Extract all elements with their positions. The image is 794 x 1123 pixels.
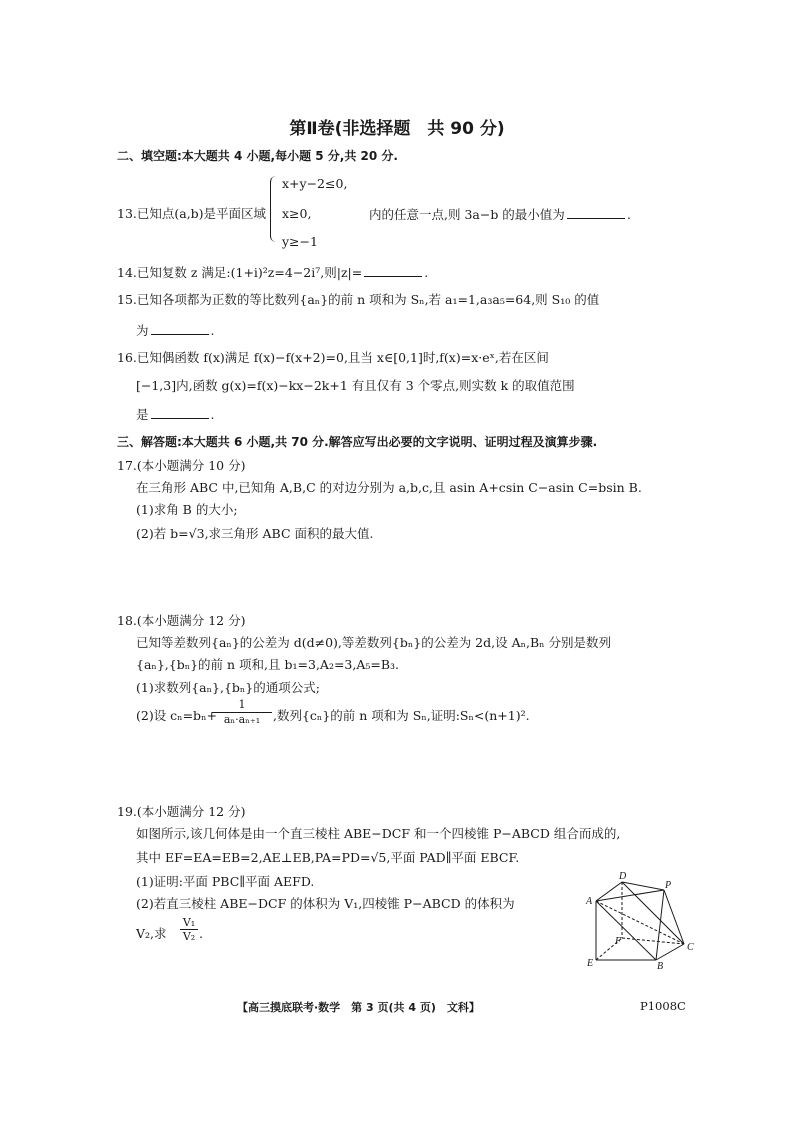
q15-line2-text: 为 bbox=[136, 323, 149, 338]
q16-line2: [−1,3]内,函数 g(x)=f(x)−kx−2k+1 有且仅有 3 个零点,则实数 k 的取值范围 bbox=[136, 378, 575, 393]
q16-answer-blank[interactable] bbox=[151, 406, 209, 419]
q13-prefix: 13.已知点(a,b)是平面区域 bbox=[117, 206, 267, 221]
q13-condition-1: x+y−2≤0, bbox=[282, 176, 348, 191]
q13-end: . bbox=[626, 207, 631, 222]
q15-line2 bbox=[136, 322, 215, 339]
q13-condition-3: y≥−1 bbox=[282, 234, 318, 249]
q13-suffix: 内的任意一点,则 3a−b 的最小值为 bbox=[369, 207, 565, 222]
q19-part1: (1)证明:平面 PBC∥平面 AEFD. bbox=[136, 874, 315, 889]
q18-fraction bbox=[212, 698, 272, 727]
q16-line3 bbox=[136, 406, 215, 423]
q19-line1: 如图所示,该几何体是由一个直三棱柱 ABE−DCF 和一个四棱锥 P−ABCD 组合而成的, bbox=[136, 826, 621, 841]
q14-text: 14.已知复数 z 满足:(1+i)²z=4−2i⁷,则|z|= bbox=[117, 265, 363, 280]
q19-head: 19.(本小题满分 12 分) bbox=[117, 804, 246, 819]
q16-line1: 16.已知偶函数 f(x)满足 f(x)−f(x+2)=0,且当 x∈[0,1]时,f(x)=x·eˣ,若在区间 bbox=[117, 350, 549, 365]
q18-line2: {aₙ},{bₙ}的前 n 项和,且 b₁=3,A₂=3,A₅=B₃. bbox=[136, 657, 400, 672]
q13-answer-blank[interactable] bbox=[567, 206, 625, 219]
q19-fraction-denominator: V₂ bbox=[182, 930, 196, 943]
q18-part2-a: (2)设 cₙ=bₙ+ bbox=[136, 708, 217, 723]
q15-end: . bbox=[210, 323, 215, 338]
figure-label-d: D bbox=[619, 871, 627, 882]
q13-brace bbox=[270, 176, 279, 242]
section-fill-in-header: 二、填空题:本大题共 4 小题,每小题 5 分,共 20 分. bbox=[117, 149, 398, 163]
q19-fraction bbox=[180, 916, 198, 943]
figure-label-p: P bbox=[665, 880, 672, 891]
figure-label-b: B bbox=[657, 961, 664, 972]
q17-line1: 在三角形 ABC 中,已知角 A,B,C 的对边分别为 a,b,c,且 asin A+csin C−asin C=bsin B. bbox=[136, 480, 642, 495]
q19-part2-end: . bbox=[199, 926, 203, 941]
q15-answer-blank[interactable] bbox=[151, 322, 209, 335]
q17-head: 17.(本小题满分 10 分) bbox=[117, 458, 246, 473]
figure-label-e: E bbox=[587, 958, 594, 969]
footer-label: 【高三摸底联考·数学 第 3 页(共 4 页) 文科】 bbox=[237, 1001, 480, 1014]
q19-part2: (2)若直三棱柱 ABE−DCF 的体积为 V₁,四棱锥 P−ABCD 的体积为 bbox=[136, 896, 515, 911]
page-title: 第Ⅱ卷(非选择题 共 90 分) bbox=[289, 119, 505, 139]
geometry-figure bbox=[582, 868, 706, 972]
figure-label-a: A bbox=[586, 896, 593, 907]
q18-part1: (1)求数列{aₙ},{bₙ}的通项公式; bbox=[136, 680, 320, 695]
q18-fraction-numerator: 1 bbox=[212, 698, 272, 713]
q18-fraction-denominator: aₙ·aₙ₊₁ bbox=[223, 713, 261, 726]
q16-end: . bbox=[210, 407, 215, 422]
q17-part2: (2)若 b=√3,求三角形 ABC 面积的最大值. bbox=[136, 526, 374, 541]
q14-end: . bbox=[424, 265, 429, 280]
q14-question bbox=[117, 264, 428, 281]
q13-question bbox=[369, 206, 631, 223]
q18-part2-b: ,数列{cₙ}的前 n 项和为 Sₙ,证明:Sₙ<(n+1)². bbox=[273, 708, 530, 723]
q18-line1: 已知等差数列{aₙ}的公差为 d(d≠0),等差数列{bₙ}的公差为 2d,设 Aₙ,Bₙ 分别是数列 bbox=[136, 635, 612, 650]
q14-answer-blank[interactable] bbox=[364, 264, 422, 277]
q16-line3-text: 是 bbox=[136, 407, 149, 422]
q19-part2-b: V₂,求 bbox=[136, 926, 167, 941]
q18-head: 18.(本小题满分 12 分) bbox=[117, 613, 246, 628]
figure-label-c: C bbox=[687, 942, 694, 953]
paper-code: P1008C bbox=[640, 999, 686, 1013]
q17-part1: (1)求角 B 的大小; bbox=[136, 502, 238, 517]
q19-fraction-numerator: V₁ bbox=[180, 916, 198, 930]
q15-text: 15.已知各项都为正数的等比数列{aₙ}的前 n 项和为 Sₙ,若 a₁=1,a₃a₅=64,则 S₁₀ 的值 bbox=[117, 292, 600, 307]
q13-condition-2: x≥0, bbox=[282, 206, 312, 221]
section-solve-header: 三、解答题:本大题共 6 小题,共 70 分.解答应写出必要的文字说明、证明过程及演算步骤. bbox=[117, 435, 598, 449]
figure-label-f: F bbox=[615, 936, 622, 947]
q19-line2: 其中 EF=EA=EB=2,AE⊥EB,PA=PD=√5,平面 PAD∥平面 EBCF. bbox=[136, 850, 520, 865]
